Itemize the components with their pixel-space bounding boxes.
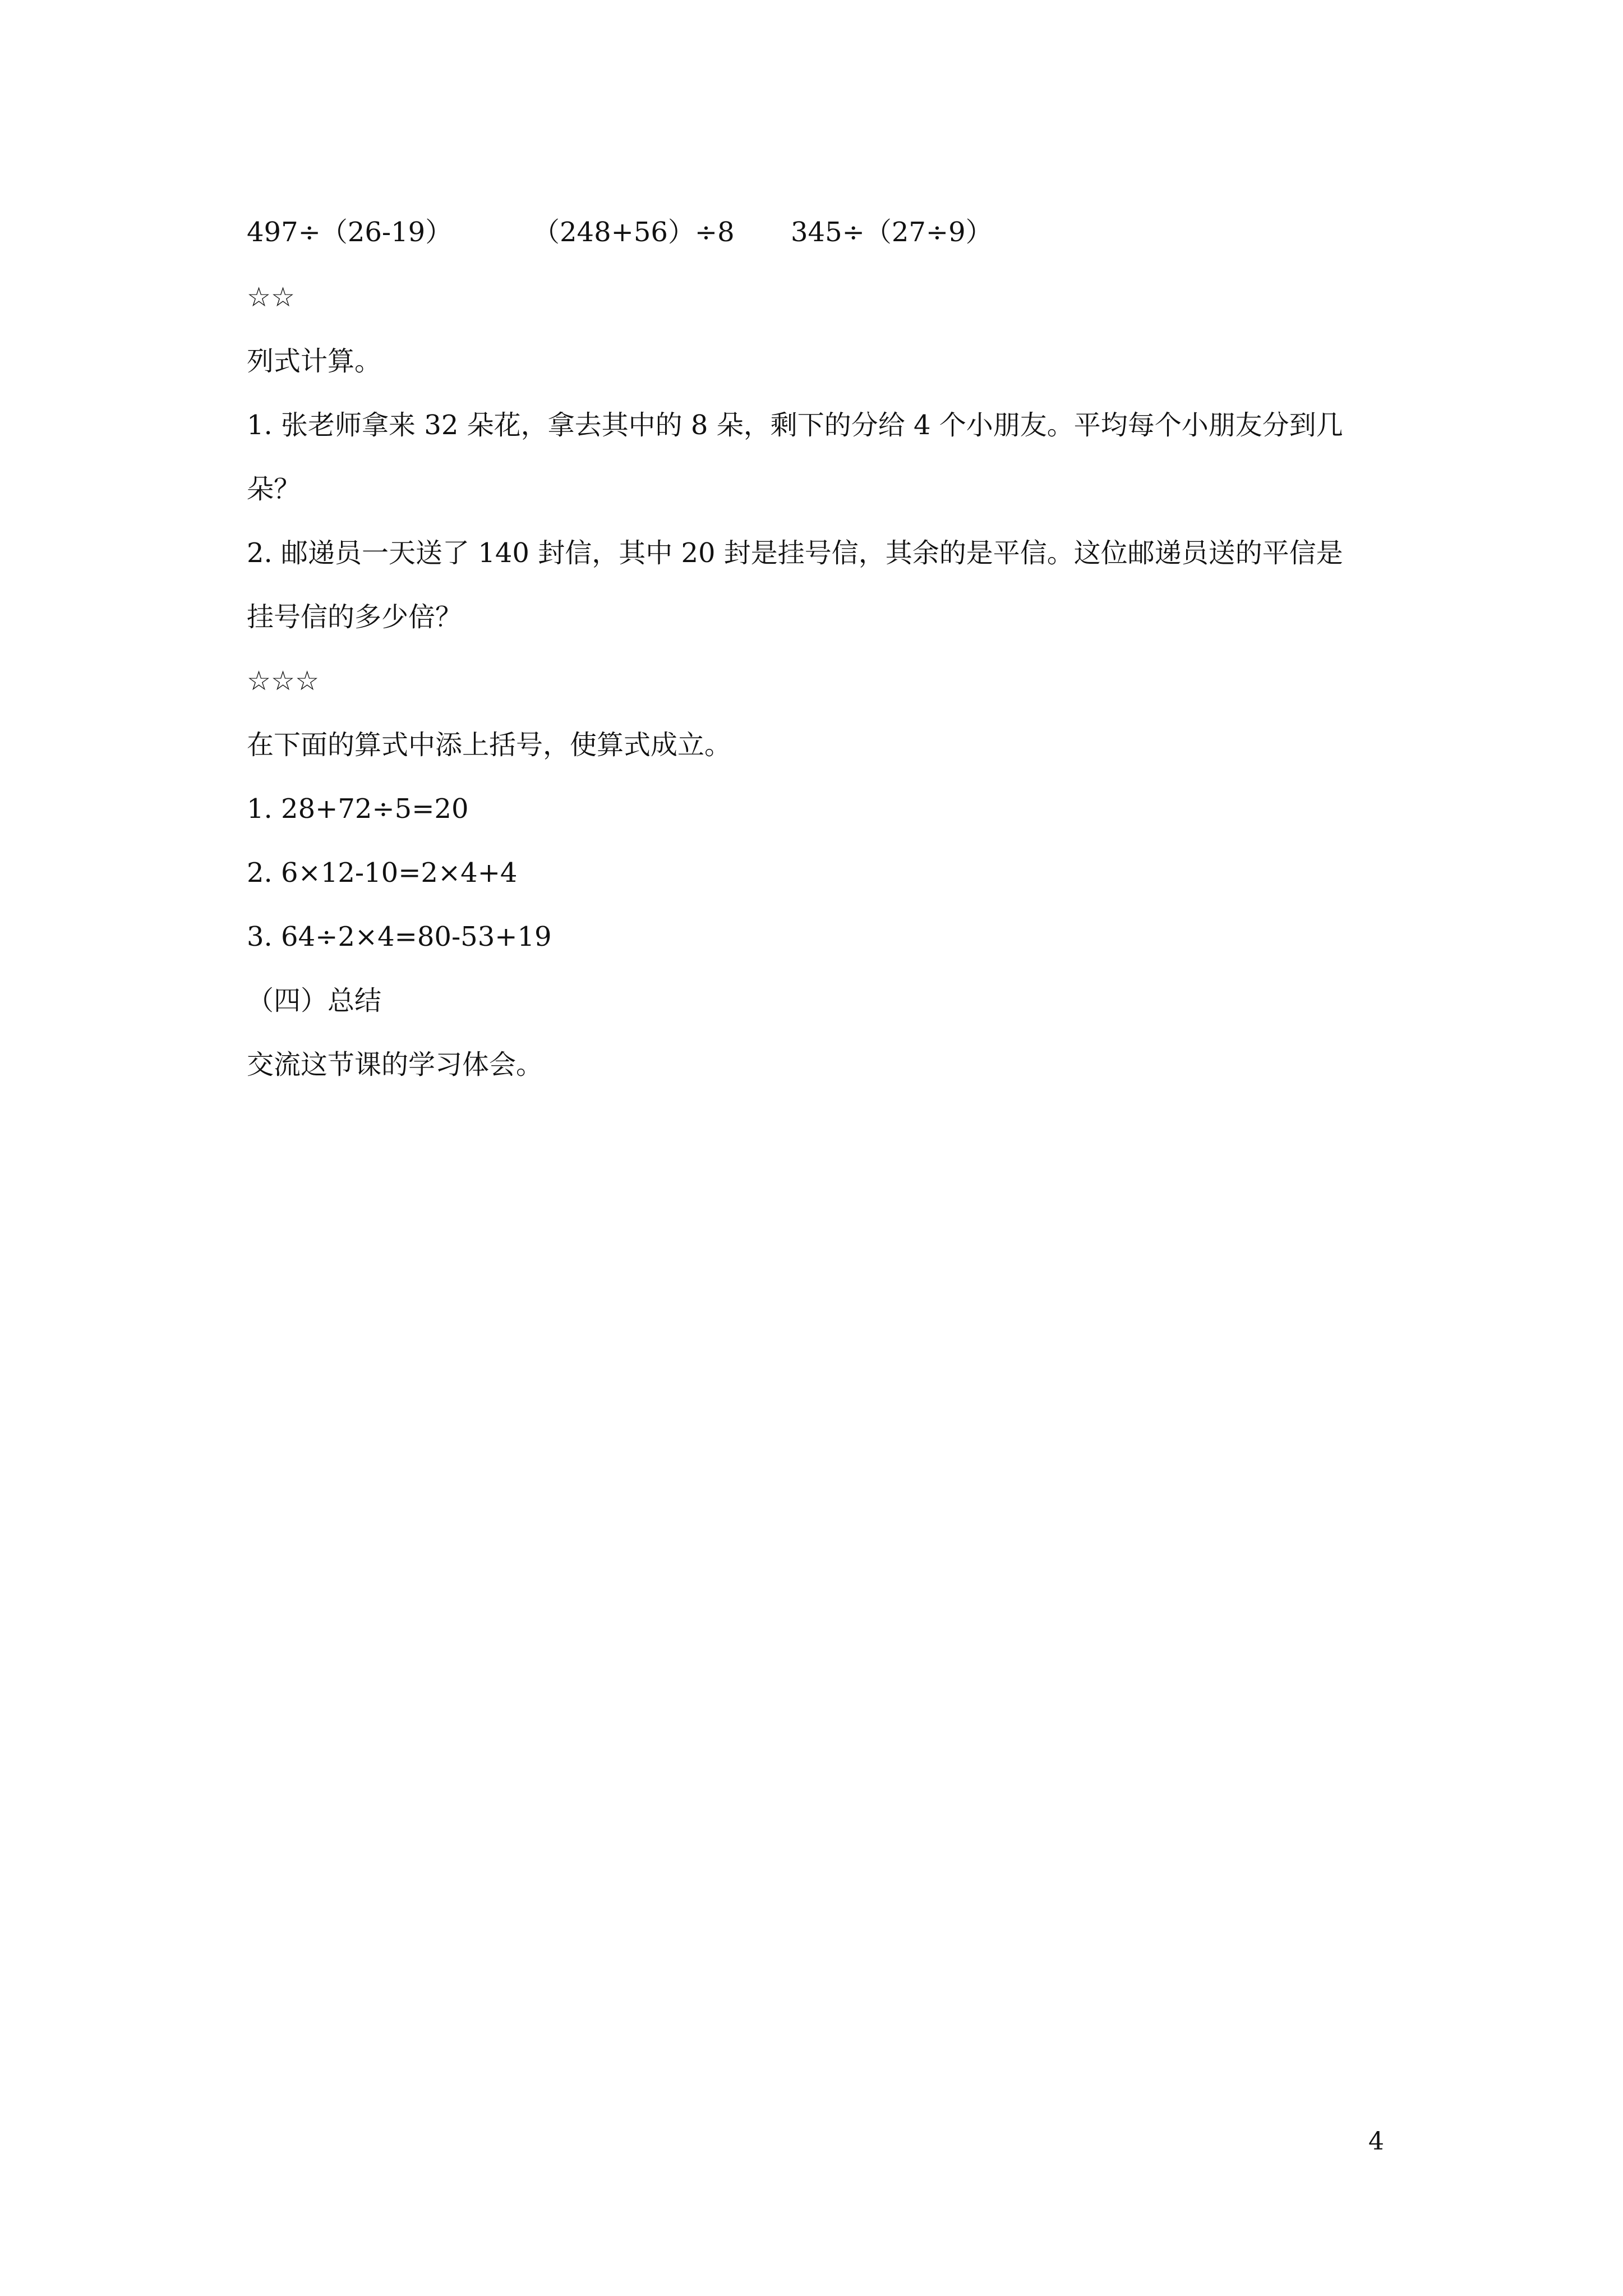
two-star-rating: ☆☆ [247,282,296,313]
summary-text: 交流这节课的学习体会。 [247,1049,543,1080]
expression-3: 345÷（27÷9） [791,217,993,248]
problem-1-line-1: 1. 张老师拿来 32 朵花，拿去其中的 8 朵，剩下的分给 4 个小朋友。平均每个小朋友分到几 [247,409,1343,441]
bracket-item: 2. 6×12-10=2×4+4 [247,857,518,889]
summary-heading: （四）总结 [247,985,382,1016]
bracket-item: 3. 64÷2×4=80-53+19 [247,921,552,953]
three-star-rating: ☆☆☆ [247,665,320,697]
bracket-item: 1. 28+72÷5=20 [247,793,469,825]
expression-1: 497÷（26-19） [247,217,453,248]
page-number: 4 [1368,2127,1384,2156]
section-calc-title: 列式计算。 [247,346,382,377]
problem-1-line-2: 朵？ [247,473,301,505]
expression-2: （248+56）÷8 [533,217,735,248]
section-brackets-title: 在下面的算式中添上括号，使算式成立。 [247,729,732,761]
problem-2-line-2: 挂号信的多少倍？ [247,601,463,633]
problem-2-line-1: 2. 邮递员一天送了 140 封信，其中 20 封是挂号信，其余的是平信。这位邮递员送的平信是 [247,537,1343,569]
